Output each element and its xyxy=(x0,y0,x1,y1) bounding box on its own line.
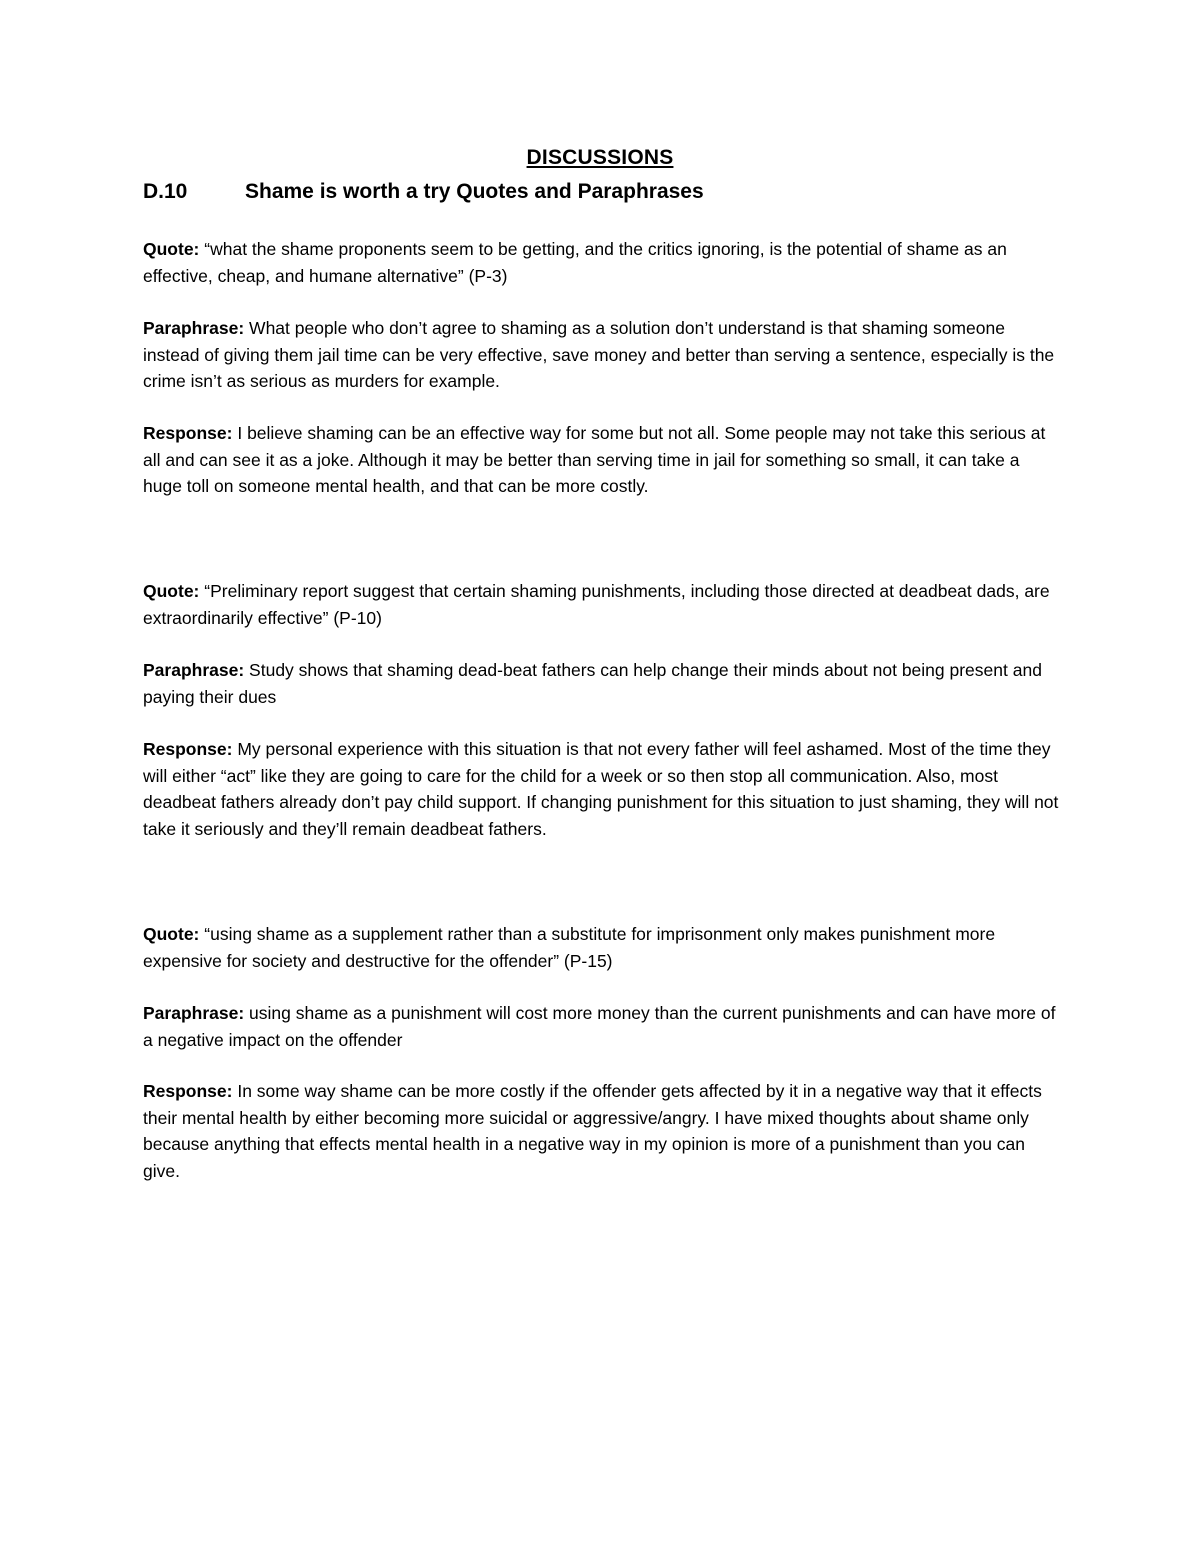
response-paragraph xyxy=(143,736,1063,842)
response-label: Response: xyxy=(143,739,233,759)
response-text: My personal experience with this situation is that not every father will feel ashamed. Most of the time they will either “act” like they are going to care for the child for a week or so then stop all communication. Also, most deadbeat fathers already don’t pay child support. If changing punishment for this situation to just shaming, they will not take it seriously and they’ll remain deadbeat fathers. xyxy=(143,739,1059,839)
section-title-text: Shame is worth a try Quotes and Paraphrases xyxy=(245,180,704,203)
quote-paragraph xyxy=(143,578,1063,631)
paraphrase-paragraph xyxy=(143,315,1063,395)
paraphrase-label: Paraphrase: xyxy=(143,660,245,680)
response-label: Response: xyxy=(143,1081,233,1101)
response-text: I believe shaming can be an effective way for some but not all. Some people may not take this serious at all and can see it as a joke. Although it may be better than serving time in jail for something so small, it can take a huge toll on someone mental health, and that can be more costly. xyxy=(143,423,1046,496)
section-number: D.10 xyxy=(143,180,188,203)
document-heading: DISCUSSIONS xyxy=(526,146,674,169)
paraphrase-paragraph xyxy=(143,657,1063,710)
paraphrase-label: Paraphrase: xyxy=(143,1003,245,1023)
quote-paragraph xyxy=(143,921,1063,974)
paraphrase-text: using shame as a punishment will cost more money than the current punishments and can have more of a negative impact on the offender xyxy=(143,1003,1056,1050)
quote-label: Quote: xyxy=(143,239,200,259)
section-title xyxy=(143,180,704,204)
paraphrase-paragraph xyxy=(143,1000,1063,1053)
quote-text: “what the shame proponents seem to be getting, and the critics ignoring, is the potential of shame as an effective, cheap, and humane alternative” (P-3) xyxy=(143,239,1007,286)
response-paragraph xyxy=(143,420,1063,500)
response-label: Response: xyxy=(143,423,233,443)
quote-text: “using shame as a supplement rather than a substitute for imprisonment only makes punishment more expensive for society and destructive for the offender” (P-15) xyxy=(143,924,996,971)
paraphrase-text: Study shows that shaming dead-beat fathers can help change their minds about not being present and paying their dues xyxy=(143,660,1042,707)
quote-label: Quote: xyxy=(143,924,200,944)
response-paragraph xyxy=(143,1078,1063,1184)
response-text: In some way shame can be more costly if the offender gets affected by it in a negative way that it effects their mental health by either becoming more suicidal or aggressive/angry. I have mixed thoughts about shame only because anything that effects mental health in a negative way in my opinion is more of a punishment than you can give. xyxy=(143,1081,1042,1181)
quote-label: Quote: xyxy=(143,581,200,601)
quote-text: “Preliminary report suggest that certain shaming punishments, including those directed at deadbeat dads, are extraordinarily effective” (P-10) xyxy=(143,581,1050,628)
paraphrase-label: Paraphrase: xyxy=(143,318,245,338)
paraphrase-text: What people who don’t agree to shaming as a solution don’t understand is that shaming someone instead of giving them jail time can be very effective, save money and better than serving a sentence, especially is the crime isn’t as serious as murders for example. xyxy=(143,318,1055,391)
quote-paragraph xyxy=(143,236,1063,289)
